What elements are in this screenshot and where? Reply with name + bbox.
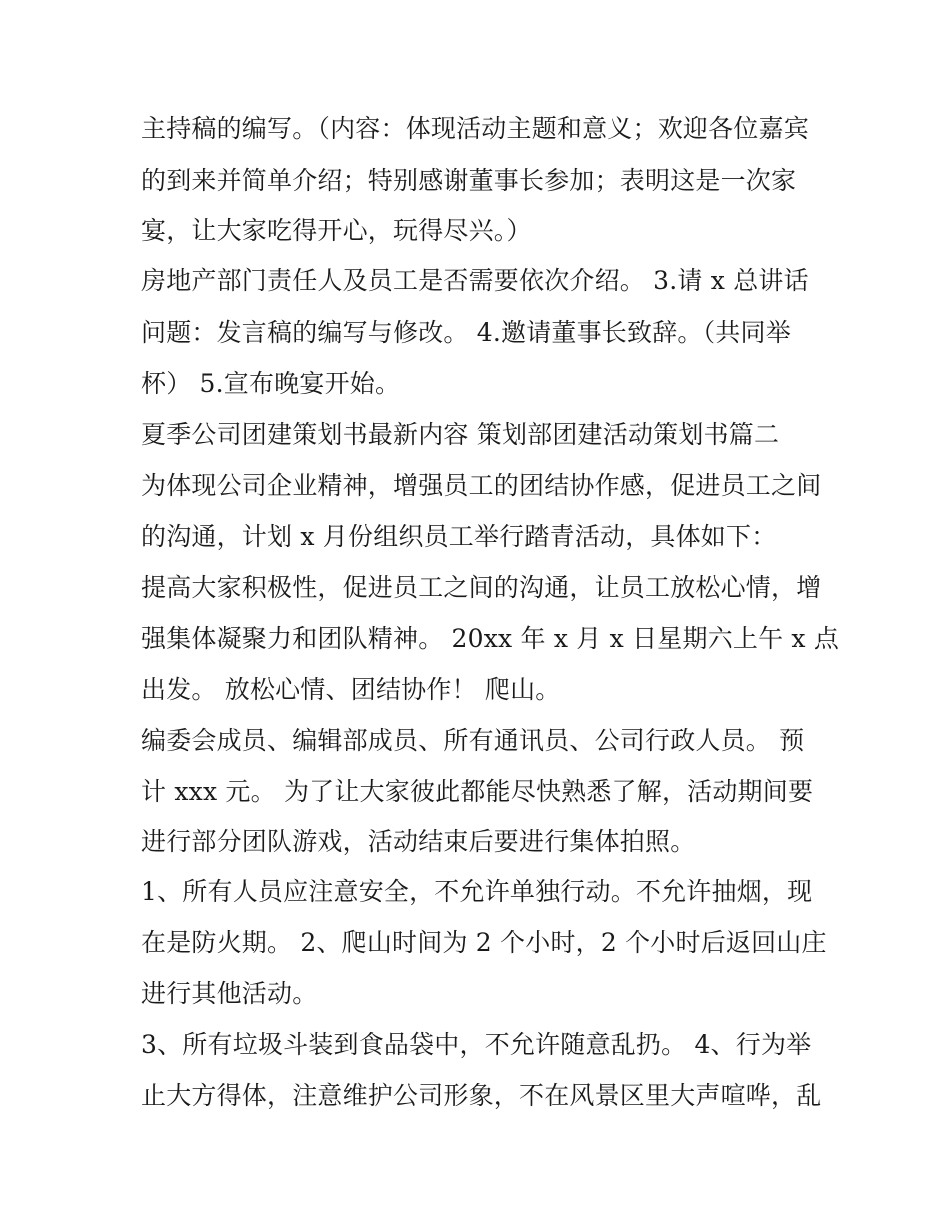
text-line: 杯） 5.宣布晚宴开始。 [141, 369, 401, 398]
text-line: 3、所有垃圾斗装到食品袋中，不允许随意乱扔。 4、行为举 [141, 1030, 812, 1059]
text-line: 的到来并简单介绍；特别感谢董事长参加；表明这是一次家 [141, 166, 797, 195]
text-line: 问题：发言稿的编写与修改。 4.邀请董事长致辞。（共同举 [141, 318, 791, 347]
text-line: 计 xxx 元。 为了让大家彼此都能尽快熟悉了解，活动期间要 [141, 777, 814, 806]
text-line: 提高大家积极性，促进员工之间的沟通，让员工放松心情，增 [141, 573, 822, 602]
text-line: 出发。 放松心情、团结协作！ 爬山。 [141, 675, 561, 704]
text-line: 进行其他活动。 [141, 979, 318, 1008]
text-line: 1、所有人员应注意安全，不允许单独行动。不允许抽烟，现 [141, 877, 813, 906]
text-line: 主持稿的编写。（内容：体现活动主题和意义；欢迎各位嘉宾 [141, 114, 809, 143]
text-line: 为体现公司企业精神，增强员工的团结协作感，促进员工之间 [141, 471, 822, 500]
text-line: 宴，让大家吃得开心，玩得尽兴。） [141, 216, 532, 245]
text-line: 进行部分团队游戏，活动结束后要进行集体拍照。 [141, 827, 696, 856]
text-line: 编委会成员、编辑部成员、所有通讯员、公司行政人员。 预 [141, 726, 805, 755]
text-line: 止大方得体，注意维护公司形象，不在风景区里大声喧哗，乱 [141, 1081, 822, 1110]
text-line: 房地产部门责任人及员工是否需要依次介绍。 3.请 x 总讲话 [141, 266, 809, 295]
section-heading: 夏季公司团建策划书最新内容 策划部团建活动策划书篇二 [141, 420, 780, 449]
text-line: 的沟通，计划 x 月份组织员工举行踏青活动，具体如下： [141, 522, 777, 551]
text-line: 在是防火期。 2、爬山时间为 2 个小时，2 个小时后返回山庄 [141, 928, 827, 957]
text-line: 强集体凝聚力和团队精神。 20xx 年 x 月 x 日星期六上午 x 点 [141, 624, 840, 653]
